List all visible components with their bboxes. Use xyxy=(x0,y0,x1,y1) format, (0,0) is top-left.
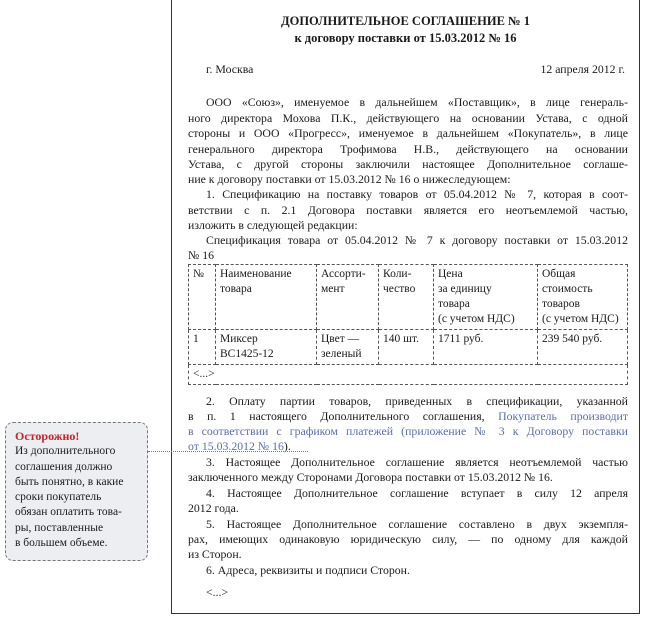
specification-table xyxy=(188,264,628,385)
header-cell-total: Общая стоимость товаров (с учетом НДС) xyxy=(538,265,628,330)
cell-name: Миксер ВС1425-12 xyxy=(216,330,317,365)
header-cell-name: Наименование товара xyxy=(216,265,317,330)
document-page xyxy=(171,0,640,614)
spec-title-line: № 16 xyxy=(188,248,215,262)
table-row xyxy=(189,330,628,365)
document-subtitle: к договору поставки от 15.03.2012 № 16 xyxy=(294,31,517,45)
clause-2-line: от 15.03.2012 № 16). xyxy=(188,439,291,453)
clause-4-line: 2012 года. xyxy=(188,501,239,515)
spec-title-line: Спецификация товара от 05.04.2012 № 7 к договору поставки от 15.03.2012 xyxy=(206,233,628,247)
callout-text-line: обязан оплатить това- xyxy=(15,506,122,519)
header-cell-quantity: Коли- чество xyxy=(379,265,434,330)
payment-schedule-highlight: в соответствии с графиком платежей (приложение № 3 к Договору поставки xyxy=(188,424,628,438)
payment-schedule-highlight: от 15.03.2012 № 16 xyxy=(188,439,284,453)
closing-ellipsis: <...> xyxy=(206,585,229,599)
preamble-line: ние к договору поставки от 15.03.2012 № 16 о нижеследующем: xyxy=(188,172,511,186)
preamble-line: стороны и ООО «Прогресс», именуемое в дальнейшем «Покупатель», в лице xyxy=(188,126,628,140)
clause-5-line: 5. Настоящее Дополнительное соглашение составлено в двух экземпля- xyxy=(206,517,628,531)
header-cell-number: № xyxy=(189,265,216,330)
clause-2-line: в п. 1 настоящего Дополнительного соглашения, Покупатель производит xyxy=(188,409,628,423)
city: г. Москва xyxy=(206,62,254,76)
callout-text-line: сроки покупатель xyxy=(15,491,102,504)
preamble-line: ного директора Мохова П.К., действующего на основании Устава, с одной xyxy=(188,111,628,125)
table-ellipsis-row xyxy=(189,365,628,385)
cell-price: 1711 руб. xyxy=(434,330,538,365)
clause-3-line: 3. Настоящее Дополнительное соглашение является неотъемлемой частью xyxy=(206,455,628,469)
header-cell-price: Цена за единицу товара (с учетом НДС) xyxy=(434,265,538,330)
cell-assortment: Цвет — зеленый xyxy=(317,330,379,365)
clause-1-line: ветствии с п. 2.1 Договора поставки является его неотъемлемой частью, xyxy=(188,203,628,217)
clause-3-line: заключенного между Сторонами Договора поставки от 15.03.2012 № 16. xyxy=(188,470,553,484)
clause-1-line: изложить в следующей редакции: xyxy=(188,218,358,232)
document-date: 12 апреля 2012 г. xyxy=(540,62,625,76)
callout-title: Осторожно! xyxy=(15,429,80,443)
document-title: ДОПОЛНИТЕЛЬНОЕ СОГЛАШЕНИЕ № 1 xyxy=(281,14,530,28)
clause-2-line: 2. Оплату партии товаров, приведенных в спецификации, указанной xyxy=(206,394,628,408)
cell-ellipsis: <...> xyxy=(189,365,628,385)
cell-number: 1 xyxy=(189,330,216,365)
clause-4-line: 4. Настоящее Дополнительное соглашение вступает в силу 12 апреля xyxy=(206,486,628,500)
callout-text-line: в большем объеме. xyxy=(15,537,108,550)
header-cell-assortment: Ассорти- мент xyxy=(317,265,379,330)
preamble-line: ООО «Союз», именуемое в дальнейшем «Поставщик», в лице генераль- xyxy=(206,95,628,109)
preamble-line: Устава, с другой стороны заключили настоящее Дополнительное соглаше- xyxy=(188,157,628,171)
callout-text-line: Из дополнительного xyxy=(15,445,116,458)
callout-text-line: соглашения должно xyxy=(15,460,113,473)
clause-5-line: рах, имеющих одинаковую юридическую силу, — по одному для каждой xyxy=(188,532,628,546)
clause-6-line: 6. Адреса, реквизиты и подписи Сторон. xyxy=(206,563,410,577)
preamble-line: генерального директора Трофимова Н.В., действующего на основании xyxy=(188,142,628,156)
callout-leader-line xyxy=(148,451,308,452)
warning-callout xyxy=(5,422,148,561)
callout-text-line: ры, поставленные xyxy=(15,521,104,534)
clause-5-line: из Сторон. xyxy=(188,547,242,561)
table-header-row xyxy=(189,265,628,330)
callout-text-line: быть понятно, в какие xyxy=(15,475,124,488)
clause-1-line: 1. Спецификацию на поставку товаров от 05.04.2012 № 7, которая в соот- xyxy=(206,187,628,201)
payment-schedule-highlight: Покупатель производит xyxy=(498,409,628,423)
cell-quantity: 140 шт. xyxy=(379,330,434,365)
cell-total: 239 540 руб. xyxy=(538,330,628,365)
